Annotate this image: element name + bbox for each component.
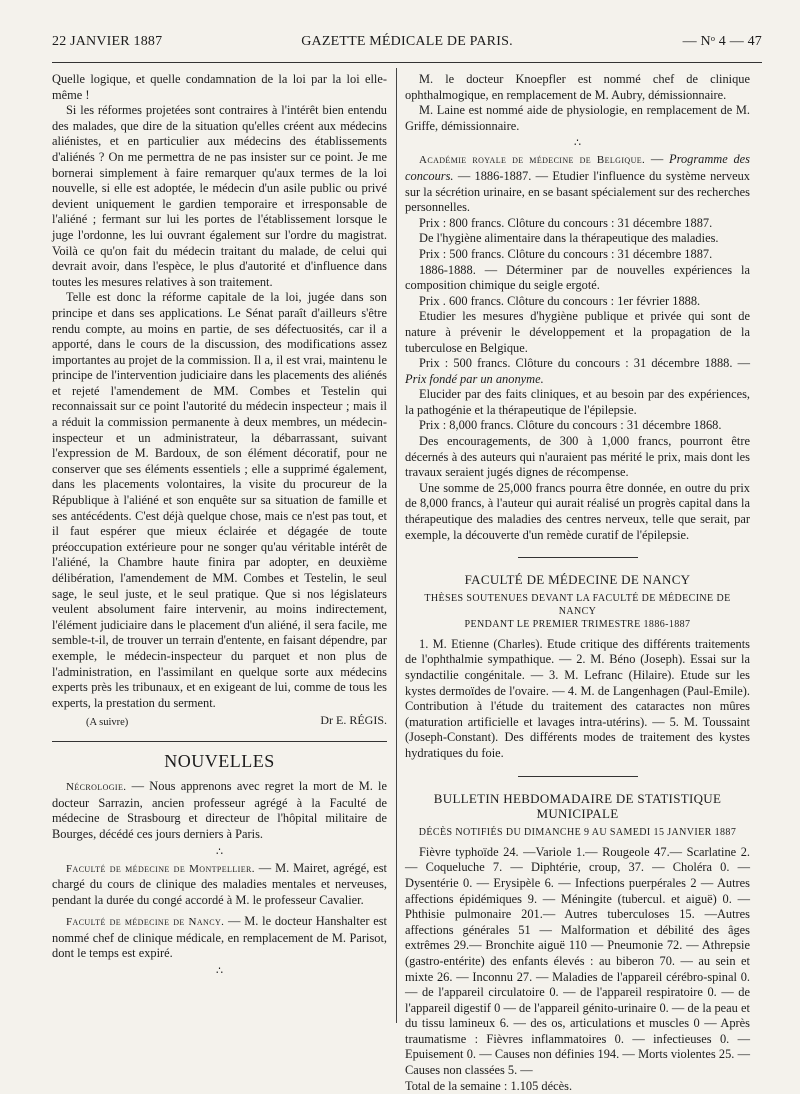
news-paragraph: M. Laine est nommé aide de physiologie, en remplacement de M. Griffe, démissionnaire. xyxy=(405,103,750,133)
prize-line: Prix : 8,000 francs. Clôture du concours : 31 décembre 1868. xyxy=(419,418,722,433)
faculte-subtitle-2: PENDANT LE PREMIER TRIMESTRE 1886-1887 xyxy=(464,618,691,630)
program-item: 1886-1888. — Déterminer par de nouvelles expériences la composition chimique du seigle ergoté. xyxy=(405,262,750,293)
left-column xyxy=(52,72,387,980)
program-item: Elucider par des faits cliniques, et au besoin par des expériences, la pathogénie et la thérapeutique de l'épilepsie. xyxy=(405,387,750,417)
prize-italic: Prix fondé par un anonyme. xyxy=(405,371,544,386)
article-paragraph: Quelle logique, et quelle condamnation de la loi par la loi elle-même ! xyxy=(52,72,387,102)
bulletin-subtitle: DÉCÈS NOTIFIÉS DU DIMANCHE 9 AU SAMEDI 15 JANVIER 1887 xyxy=(418,826,737,838)
page-header xyxy=(52,34,762,56)
prize-line: Prix . 600 francs. Clôture du concours : 1er février 1888. xyxy=(419,293,701,308)
news-item-nancy xyxy=(52,914,387,962)
news-text: — Nous apprenons avec regret la mort de M. le docteur Sarrazin, ancien professeur agrégé à la Faculté de médecine de Strasbourg et directeur de l'hôpital militaire de Bourges, décédé ces jours derniers à Paris. xyxy=(52,779,387,841)
prize-line: Prix : 500 francs. Clôture du concours : 31 décembre 1887. xyxy=(419,246,713,261)
article-signature: Dr E. RÉGIS. xyxy=(320,713,387,728)
news-text: — 1886-1887. — Etudier l'influence du système nerveux sur la sécrétion urinaire, en se basant spécialement sur des recherches personnelles. xyxy=(405,168,750,215)
article-paragraph: Telle est donc la réforme capitale de la loi, jugée dans son principe et dans ses applications. Le Sénat paraît d'ailleurs s'être rendu compte, au moins en partie, de ses défectuosités, car il a apporté, dans le cours de la discussion, des modifications assez importantes au projet de la commission. Il a, il est vrai, maintenu le principe de l'intervention judiciaire dans les placements des aliénés et rejeté l'amendement de MM. Combes et Testelin qui reconnaissait sur ce point l'autorité du médecin inspecteur ; mais il a réduit la commission permanente à deux membres, un médecin-inspecteur et un administrateur, la débarrassant, suivant l'expression de M. Bardoux, de son élément décoratif, pour ne conserver que ses éléments essentiels ; elle a supprimé également, dans les placements volontaires, la visite du procureur de la République à l'aliéné et son enquête sur sa situation de famille et ses antécédents. C'est déjà quelque chose, mais ce n'est pas tout, et il faut espérer que mieux éclairée et dégagée de toute préoccupation extérieure pour ne songer qu'au véritable intérêt de l'aliéné, la Chambre haute finira par adopter, en deuxième délibération, l'amendement de MM. Combes et Testelin, le seul sage, le seul juste, et le seul pratique. Que si nos législateurs veulent absolument faire intervenir, au moins indirectement, l'élément judiciaire dans le placement d'un aliéné, il sera facile, me semble-t-il, de trouver un terrain d'entente, en faisant dépendre, par exemple, le médecin-inspecteur du parquet et non plus de l'administration, en l'assimilant en quelque sorte aux médecins experts près les tribunaux, et en exigeant de lui, comme de tous les experts, la prestation du serment. xyxy=(52,290,387,710)
news-label: Nécrologie. xyxy=(66,781,127,794)
section-rule xyxy=(52,741,387,742)
section-rule xyxy=(518,557,638,558)
article-paragraph: Si les réformes projetées sont contraires à l'intérêt bien entendu des malades, que dire de la situation qu'elles créent aux médecins aliénistes, et en particulier aux médecins des établissements d'aliénés ? On me permettra de ne pas insister sur ce point. Je me bornerai simplement à faire remarquer qu'aux termes de la loi nouvelle, si elle est adoptée, le médecin d'un asile public ou privé devient uniquement le gardien temporaire et irresponsable de l'aliéné ; fermant sur lui les portes de l'établissement lorsque le juge l'ordonne, les lui ouvrant également sur l'ordre du magistrat. Voilà ce qu'on fait du médecin traitant du malade, de celui qui devrait avoir, dans l'espèce, le plus d'autorité et d'influence dans toutes les mesures relatives à son traitement. xyxy=(52,103,387,289)
news-item-necrologie xyxy=(52,779,387,842)
theses-list: 1. M. Etienne (Charles). Etude critique des différents traitements de l'ophthalmie sympathique. — 2. M. Béno (Joseph). Essai sur la syndactilie congénitale. — 3. M. Lefranc (Hilaire). Etude sur les kystes dermoïdes de l'ovaire. — 4. M. de Langenhagen (Paul-Emile). Contribution à l'étude du traitement des cataractes non mûres (maturation artificielle et lavages intra-utérins). — 5. M. Toussaint (Joseph-Constant). Des différents modes de traitement des kystes hydratiques du foie. xyxy=(405,636,750,760)
news-text: — M. Mairet, agrégé, est chargé du cours de clinique des maladies mentales et nerveuses, pendant la durée du congé accordé à M. le professeur Cavalier. xyxy=(52,860,388,907)
asterism: ∴ xyxy=(574,137,581,150)
news-paragraph: M. le docteur Knoepfler est nommé chef de clinique ophthalmogique, en remplacement de M. Aubry, démissionnaire. xyxy=(405,72,750,102)
bulletin-total: Total de la semaine : 1.105 décès. xyxy=(405,1078,573,1093)
section-rule xyxy=(518,776,638,777)
faculte-subtitle: THÈSES SOUTENUES DEVANT LA FACULTÉ DE MÉDECINE DE NANCY xyxy=(424,592,731,617)
to-be-continued: (A suivre) xyxy=(86,716,129,728)
bulletin-title-2: MUNICIPALE xyxy=(536,806,619,822)
prize-line: Prix : 800 francs. Clôture du concours : 31 décembre 1887. xyxy=(419,215,713,230)
program-item: De l'hygiène alimentaire dans la thérapeutique des maladies. xyxy=(419,231,719,246)
header-date: 22 JANVIER 1887 xyxy=(52,34,163,49)
news-label: Faculté de médecine de Nancy. xyxy=(66,916,225,929)
program-item: Des encouragements, de 300 à 1,000 francs, pourront être décernés à des auteurs qui n'auraient pas mérité le prix, mais dont les travaux seraient jugés dignes de récompense. xyxy=(405,434,750,480)
program-item: Une somme de 25,000 francs pourra être donnée, en outre du prix de 8,000 francs, à l'auteur qui aurait réalisé un progrès capital dans la thérapeutique des maladies des centres nerveux, telle que serait, par exemple, la découverte d'un remède curatif de l'épilepsie. xyxy=(405,480,750,542)
header-title: GAZETTE MÉDICALE DE PARIS. xyxy=(301,34,513,49)
program-italic: Programme des concours. xyxy=(405,152,750,183)
academie-program xyxy=(405,152,750,215)
faculte-title: FACULTÉ DE MÉDECINE DE NANCY xyxy=(464,572,691,588)
bulletin-title: BULLETIN HEBDOMADAIRE DE STATISTIQUE xyxy=(433,790,722,806)
right-column xyxy=(405,72,750,1094)
asterism: ∴ xyxy=(216,845,223,858)
nouvelles-title: NOUVELLES xyxy=(164,750,275,771)
bulletin-text: Fièvre typhoïde 24. —Variole 1.— Rougeole 47.— Scarlatine 2. — Coqueluche 7. — Diphtérie, croup, 37. — Choléra 0. — Dysentérie 0. — Erysipèle 6. — Infections puerpérales 2 — Autres affections épidémiques 9. — Méningite (tubercul. et aiguë) 0. — Phthisie pulmonaire 201.— Autres tuberculoses 15. —Autres affections générales 51 — Malformation et débilité des âges extrêmes 29.— Bronchite aiguë 110 — Pneumonie 72. — Athrepsie (gastro-entérite) des enfants élevés : au biberon 70. — au sein et mixte 26. — Inconnu 27. — Maladies de l'appareil cérébro-spinal 0. — de l'appareil circulatoire 0. — de l'appareil respiratoire 0. — de l'appareil digestif 0 — de l'appareil génito-urinaire 0. — de la peau et du tissu lamineux 6. — des os, articulations et muscles 0 — Après traumatisme : Fièvres inflammatoires 0. — infectieuses 0. — Epuisement 0. — Causes non définies 194. — Morts violentes 25. — Causes non classées 5. — xyxy=(405,844,750,1078)
news-text: — M. le docteur Hanshalter est nommé chef de clinique médicale, en remplacement de M. Parisot, dont le temps est expiré. xyxy=(52,914,387,961)
asterism: ∴ xyxy=(216,965,223,978)
dash-text: — xyxy=(645,152,670,167)
header-page-number: — Nᵒ 4 — 47 xyxy=(682,34,762,49)
news-label: Académie royale de médecine de Belgique. xyxy=(419,154,646,167)
news-label: Faculté de médecine de Montpellier. xyxy=(66,862,255,875)
prize-line xyxy=(405,356,750,387)
program-item: Etudier les mesures d'hygiène publique et privée qui sont de nature à prévenir le développement et la propagation de la tuberculose en Belgique. xyxy=(405,309,750,355)
prize-text: Prix : 500 francs. Clôture du concours : 31 décembre 1888. — xyxy=(419,356,750,371)
column-divider xyxy=(396,68,397,1023)
news-item-montpellier xyxy=(52,861,387,909)
header-rule xyxy=(52,62,762,63)
